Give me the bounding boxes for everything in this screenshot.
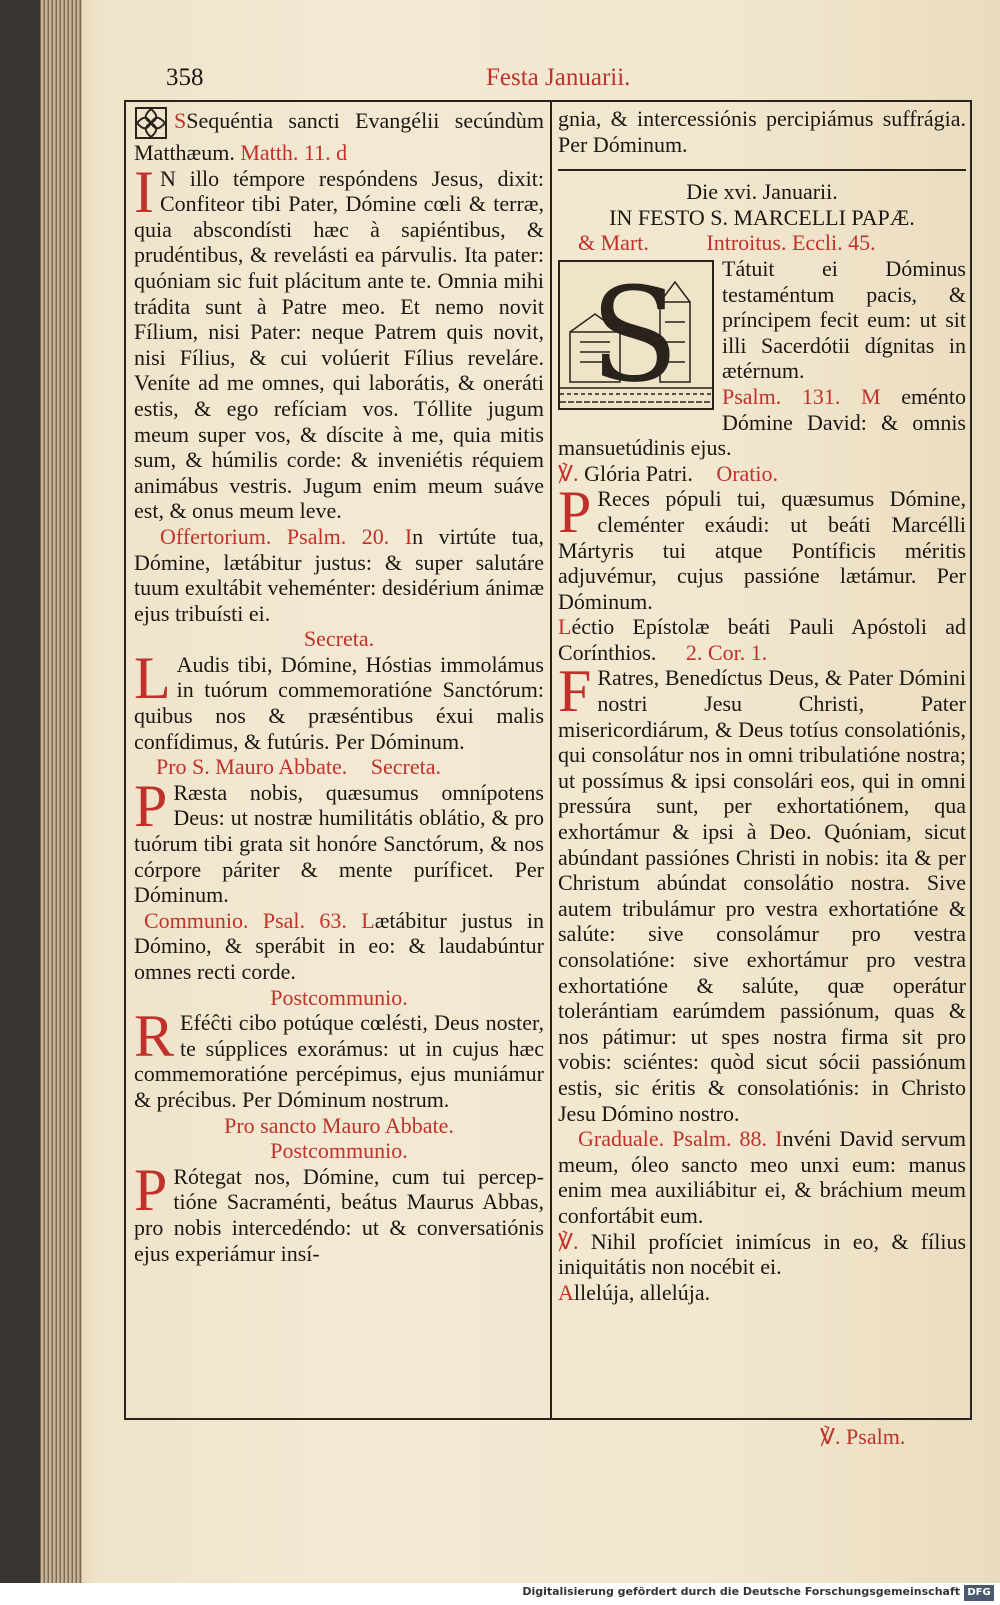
feast-subtitle: & Mart. (578, 230, 649, 256)
gradual-initial: I (775, 1126, 783, 1152)
gradual-label: Graduale. Psalm. 88. (578, 1126, 768, 1152)
page-number: 358 (166, 64, 204, 91)
alleluia-text: llelúja, allelúja. (573, 1279, 711, 1305)
postcommunion-heading: Postcommunio. (270, 984, 408, 1010)
offertory-label: Offertorium. Psalm. 20. (160, 523, 390, 549)
oratio-text: Reces pópuli tui, quæsumus Dómine, cleménter exáudi: ut beáti Marcélli Mártyris tui atque Pontíficis méritis adjuvémur, cujus passióne lætámur. Per Dóminum. (558, 486, 966, 614)
alleluia-paragraph (558, 1280, 966, 1306)
pro-mauro-secret-tag: Secreta. (370, 754, 441, 780)
oratio-dropcap: P (558, 479, 592, 546)
oratio-label: Oratio. (716, 460, 779, 486)
versicle-paragraph (558, 1229, 966, 1280)
offertory-initial: I (404, 523, 413, 549)
woodcut-initial (558, 260, 714, 410)
left-column (134, 106, 544, 1266)
pro-mauro-post-dropcap: P (134, 1156, 168, 1223)
psalm-text: eménto Dómine David: & omnis mansuetúdinis ejus. (558, 383, 966, 461)
section-rule (558, 169, 966, 171)
gradual-paragraph (558, 1126, 966, 1228)
introit-paragraph: Tátuit ei Dóminus testaméntum pacis, & príncipem fecit eum: ut sit illi Sacerdótii dígnitas in ætérnum. (722, 255, 966, 384)
pro-mauro-postcommunion-heading: Postcommunio. (270, 1138, 408, 1164)
alleluia-initial: A (558, 1279, 574, 1305)
pro-mauro-secret-dropcap: P (134, 772, 168, 839)
oratio-paragraph (558, 479, 966, 614)
postcommunion-paragraph (134, 1003, 544, 1112)
lectio-heading: éctio Epístolæ beáti Pauli Apóstoli ad Corínthios. (558, 614, 966, 665)
feast-title: IN FESTO S. MARCELLI PAPÆ. (609, 204, 915, 230)
gospel-intro-text: Sequéntia sancti Evangélii secúndùm Matthæum. (134, 108, 544, 165)
pro-mauro-post-paragraph (134, 1156, 544, 1266)
catchword: ℣. Psalm. (820, 1424, 906, 1449)
gospel-ref: Matth. 11. d (240, 140, 348, 165)
psalm-label: Psalm. 131. M (722, 383, 881, 409)
gradual-text: nvéni David servum meum, óleo sancto meo unxi eum: manus enim mea auxiliábitur ei, & bráchium meum confortábit eum. (558, 1126, 967, 1228)
secret-text: Audis tibi, Dómine, Hóstias immolámus in tuórum commemoratióne Sanctórum: quibus nos & præséntibus éxui malis confídimus, & futúris. Per Dóminum. (134, 651, 544, 754)
page-header (0, 64, 1000, 98)
pro-mauro-secret-paragraph (134, 772, 544, 908)
column-divider (550, 102, 552, 1418)
gospel-dropcap: I (134, 158, 154, 225)
gloria-row (558, 461, 966, 487)
continuation-paragraph: gnia, & intercessiónis percipiámus suffrágia. Per Dóminum. (558, 106, 966, 157)
dfg-logo: DFG (964, 1585, 994, 1601)
digitization-credit: Digitalisierung gefördert durch die Deutsche Forschungsgemeinschaft (522, 1585, 960, 1598)
communion-text: ætábitur justus in Dómino, & sperábit in eo: & laudabúntur omnes recti corde. (134, 907, 544, 984)
offertory-text: n virtúte tua, Dómine, lætábitur justus: & super salutáre tuum exultábit veheménter: desidérium ánimæ ejus tribuísti ei. (134, 523, 545, 626)
gospel-text: N illo témpore respóndens Jesus, dixit: Confiteor tibi Pater, Dómine cœli & terræ, quia abscondísti hæc à sapiéntibus, & prudéntibus, & revelásti ea párvulis. Ita pater: quóniam sic fuit plácitum ante te. Omnia mihi trádita sunt à Patre meo. Et nemo novit Fílium, nisi Pater: neque Patrem quis novit, nisi Fílius, & cui volúerit Fílius reveláre. Veníte ad me omnes, qui laborátis, & oneráti estis, & ego refíciam vos. Tóllite jugum meum super vos, & díscite à me, quia mitis sum, & húmilis corde: & inveniétis réquiem animábus vestris. Jugum enim meum suáve est, & onus meum leve. (134, 165, 544, 524)
postcommunion-dropcap: R (134, 1003, 175, 1070)
feast-subtitle-row (558, 230, 966, 256)
offertory-paragraph (134, 524, 544, 626)
pro-mauro-heading: Pro sancto Mauro Abbate. (224, 1112, 454, 1138)
lectio-heading-row (558, 614, 966, 665)
postcommunion-text: Eféĉti cibo potúque cœlésti, Deus noster, te súpplices exorámus: ut in cujus hæc commemoratióne percépimus, ejus muniámur & précibus. Per Dóminum nostrum. (134, 1010, 544, 1112)
gospel-paragraph (134, 158, 544, 524)
gospel-intro-initial: S (174, 108, 187, 134)
secret-heading: Secreta. (303, 626, 375, 652)
right-column (558, 106, 966, 1305)
pro-mauro-post-text: Rótegat nos, Dómine, cum tui perceptióne Sacraménti, beátus Maurus Abbas, pro nobis intercedéndo: ut & conversatiónis ejus experiámur insí- (134, 1163, 544, 1266)
secret-dropcap: L (134, 644, 171, 711)
date-line: Die xvi. Januarii. (686, 179, 838, 205)
versicle-symbol: ℣. (558, 1228, 579, 1254)
lectio-paragraph (558, 658, 966, 1126)
gloria-text: Glória Patri. (584, 460, 693, 486)
communion-paragraph (134, 908, 544, 985)
lectio-ref: 2. Cor. 1. (685, 639, 768, 665)
communion-initial: L (361, 907, 375, 933)
pro-mauro-secret-heading (134, 754, 544, 780)
secret-paragraph (134, 644, 544, 754)
ornament-icon (134, 106, 168, 140)
versicle-text: Nihil profíciet inimícus in eo, & fílius iniquitátis non nocébit ei. (558, 1228, 967, 1280)
page-edge (40, 0, 82, 1605)
lectio-text: Ratres, Benedíctus Deus, & Pater Dómini nostri Jesu Christi, Pater misericordiárum, & Deus totíus consolatiónis, qui consolátur nos in omni tribulatióne nostra; ut possímus & ipsi consolári eos, qui in omni pressúra sunt, per exhortatiónem, qua exhortámur & ipsi à Deo. Quóniam, sicut abúndant passiónes Christi in nobis: ita & per Christum abúndat consolátio nostra. Sive autem tribulámur pro vestra exhortatióne & salúte: sive consolámur pro vestra consolatióne: sive exhortámur pro vestra exhortatióne & salúte, quæ operátur tolerántiam earúmdem passiónum, quas & nos pátimur: ut spes nostra firma sit pro vobis: sciéntes: quòd sicut sócii passiónum estis, sic éritis & consolatiónis: in Christo Jesu Dómino nostro. (558, 665, 966, 1126)
woodcut-letter: S (590, 258, 680, 411)
introit-label: Introitus. Eccli. 45. (706, 230, 876, 256)
lectio-initial: L (558, 614, 572, 640)
running-title: Festa Januarii. (486, 64, 631, 91)
pro-mauro-secret-text: Ræsta nobis, quæsumus omnípotens Deus: ut nostræ humilitátis oblátio, & pro tuórum tibi grata sit honóre Sanctórum, & nos córpore páriter & mente puríficet. Per Dóminum. (134, 779, 544, 908)
pro-mauro-secret-label: Pro S. Mauro Abbate. (156, 754, 348, 780)
communion-label: Communio. Psal. 63. (144, 907, 347, 933)
lectio-dropcap: F (558, 658, 592, 725)
gloria-symbol: ℣. (558, 460, 579, 486)
gospel-intro (134, 106, 544, 166)
